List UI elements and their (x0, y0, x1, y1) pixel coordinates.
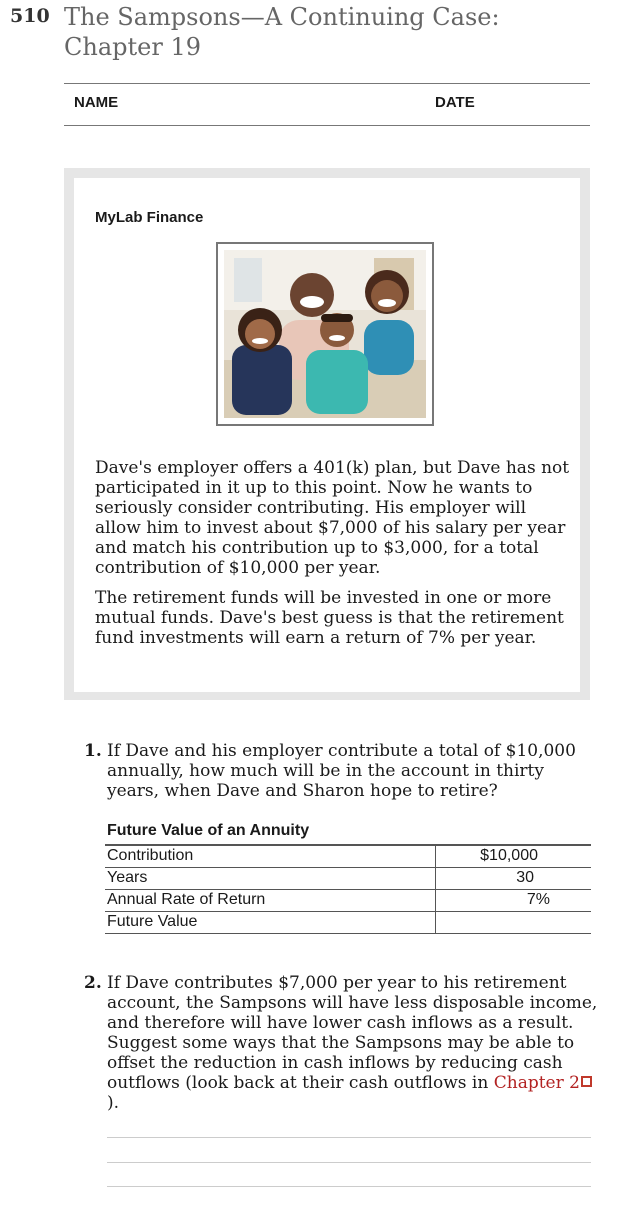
table-row-label: Contribution (107, 847, 194, 864)
answer-line[interactable] (107, 1137, 591, 1138)
question-2-body: If Dave contributes $7,000 per year to his retirement account, the Sampsons will have less disposable income, and therefore will have lower cash inflows as a result. Suggest some ways that the Sampsons may be able to offset the reduction in cash inflows by reducing cash outflows (look back at their cash outflows in (107, 973, 598, 1093)
question-2-end: ). (107, 1093, 120, 1113)
answer-line[interactable] (107, 1162, 591, 1163)
case-paragraph-1: Dave's employer offers a 401(k) plan, but Dave has not participated in it up to this point. Now he wants to seriously consider contributing. His employer will allow him to invest about $7,000 of his salary per year and match his contribution up to $3,000, for a total contribution of $10,000 per year. (95, 458, 570, 578)
table-row-value: 7% (526, 891, 550, 908)
question-2-text (107, 973, 599, 1113)
question-1-text: If Dave and his employer contribute a total of $10,000 annually, how much will be in the account in thirty years, when Dave and Sharon hope to retire? (107, 741, 576, 801)
table-column-divider (435, 845, 436, 933)
date-label: DATE (435, 94, 475, 111)
header-top-rule (64, 83, 590, 84)
case-paragraph-2: The retirement funds will be invested in one or more mutual funds. Dave's best guess is that the retirement fund investments will earn a return of 7% per year. (95, 588, 564, 648)
question-1-number: 1. (84, 741, 102, 761)
chapter-title: The Sampsons—A Continuing Case: Chapter 19 (64, 3, 500, 61)
table-row-label: Annual Rate of Return (107, 891, 266, 908)
annuity-table-title: Future Value of an Annuity (107, 822, 310, 839)
answer-line[interactable] (107, 1186, 591, 1187)
name-label: NAME (74, 94, 119, 111)
question-2-number: 2. (84, 973, 102, 993)
table-row-label: Future Value (107, 913, 198, 930)
external-link-icon[interactable] (581, 1076, 592, 1087)
table-row-label: Years (107, 869, 148, 886)
table-row-value: 30 (516, 869, 534, 886)
page-number: 510 (10, 5, 50, 27)
name-date-rule (64, 125, 590, 126)
mylab-finance-label: MyLab Finance (95, 209, 204, 226)
family-photo (216, 242, 434, 426)
table-row-value: $10,000 (480, 847, 538, 864)
chapter-2-link[interactable]: Chapter 2 (493, 1073, 580, 1093)
family-photo-icon (224, 250, 426, 418)
table-rule (105, 933, 591, 934)
